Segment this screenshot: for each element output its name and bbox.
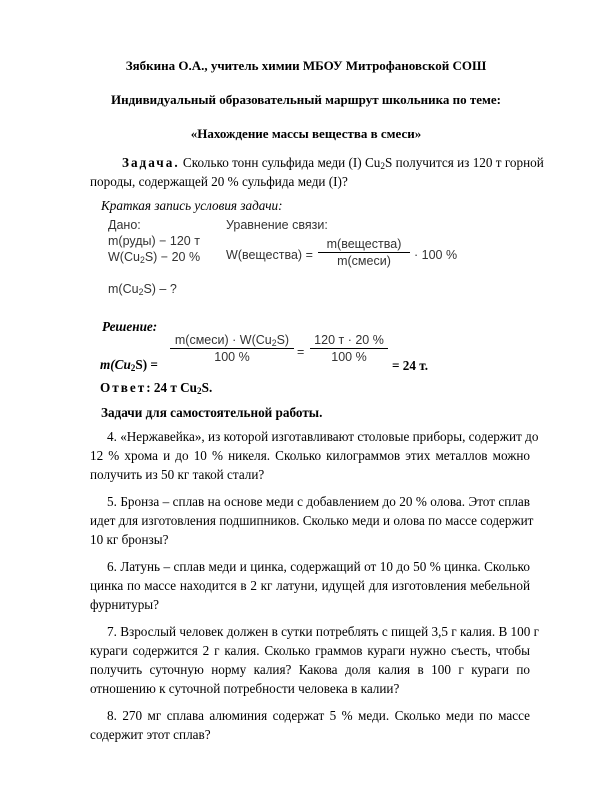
subscript: 2 xyxy=(380,161,386,171)
fraction-bar xyxy=(318,252,410,253)
solution-text: S) = xyxy=(135,357,158,372)
solution-denominator-1: 100 % xyxy=(214,350,250,364)
subscript: 2 xyxy=(197,386,202,396)
solution-fraction-2 xyxy=(310,333,388,364)
solution-equals: = xyxy=(297,345,305,359)
problem-6-line-3: фурнитуры? xyxy=(90,597,160,612)
equation-title: Уравнение связи: xyxy=(226,218,328,232)
problem-7-line-1: 7. Взрослый человек должен в сутки потреблять с пищей 3,5 г калия. В 100 г xyxy=(107,624,540,639)
solution-result: = 24 т. xyxy=(392,358,429,373)
equation-numerator: m(вещества) xyxy=(326,237,402,251)
subscript: 2 xyxy=(139,255,145,265)
problem-7-line-4: отношению к суточной потребности человека в калии? xyxy=(90,681,400,696)
given-text: m(Cu xyxy=(108,282,139,296)
given-text: W(Cu xyxy=(108,250,140,264)
given-text: S) – ? xyxy=(143,282,177,296)
problem-6-line-1: 6. Латунь – сплав меди и цинка, содержащий от 10 до 50 % цинка. Сколько xyxy=(107,559,530,574)
given-text: S) − 20 % xyxy=(144,250,201,264)
author-line: Зябкина О.А., учитель химии МБОУ Митрофановской СОШ xyxy=(125,58,487,73)
equation-denominator: m(смеси) xyxy=(337,254,391,268)
solution-numerator-1 xyxy=(170,333,294,347)
solution-denominator-2: 100 % xyxy=(331,350,367,364)
equation-lhs: W(вещества) = xyxy=(226,248,313,262)
fraction-text: m(смеси) · W(Cu xyxy=(174,333,272,347)
subscript: 2 xyxy=(130,363,136,373)
answer-label: Ответ xyxy=(100,380,147,395)
fraction-bar xyxy=(310,348,388,349)
task-text: S получится из 120 т горной xyxy=(385,155,544,170)
fraction-text: S) xyxy=(276,333,290,347)
self-work-title: Задачи для самостоятельной работы. xyxy=(101,405,323,420)
subscript: 2 xyxy=(271,338,277,348)
fraction-bar xyxy=(170,348,294,349)
problem-5-line-2: идет для изготовления подшипников. Сколько меди и олова по массе содержит xyxy=(90,513,534,528)
problem-5-line-3: 10 кг бронзы? xyxy=(90,532,169,547)
solution-numerator-2: 120 т · 20 % xyxy=(314,333,384,347)
problem-7-line-2: кураги содержится 2 г калия. Сколько граммов кураги нужно съесть, чтобы xyxy=(90,643,530,658)
problem-4-line-2: 12 % хрома и до 10 % никеля. Сколько килограммов этих металлов можно xyxy=(90,448,530,463)
answer-line xyxy=(100,378,212,398)
given-fraction xyxy=(108,250,200,264)
solution-text: m(Cu xyxy=(100,357,131,372)
given-find xyxy=(108,282,177,296)
route-line: Индивидуальный образовательный маршрут школьника по теме: xyxy=(110,92,502,107)
topic-title: «Нахождение массы вещества в смеси» xyxy=(190,126,422,141)
task-line-2: породы, содержащей 20 % сульфида меди (I)? xyxy=(90,174,348,189)
problem-6-line-2: цинка по массе находится в 2 кг латуни, идущей для изготовления мебельной xyxy=(90,578,530,593)
given-title: Дано: xyxy=(108,218,141,232)
short-record-label: Краткая запись условия задачи: xyxy=(101,198,283,213)
task-label: Задача. xyxy=(122,155,180,170)
problem-7-line-3: получить суточную норму калия? Какова доля калия в 100 г кураги по xyxy=(90,662,530,677)
equation-tail: · 100 % xyxy=(414,248,458,262)
problem-8-line-1: 8. 270 мг сплава алюминия содержат 5 % меди. Сколько меди по массе xyxy=(107,708,530,723)
given-mass-ore: m(руды) − 120 т xyxy=(108,234,200,248)
problem-4-line-1: 4. «Нержавейка», из которой изготавливают столовые приборы, содержит до xyxy=(107,429,539,444)
subscript: 2 xyxy=(138,287,144,297)
task-line-1 xyxy=(122,153,542,173)
task-text: Сколько тонн сульфида меди (I) Cu xyxy=(179,155,381,170)
problem-8-line-2: содержит этот сплав? xyxy=(90,727,211,742)
solution-lhs xyxy=(100,355,158,375)
problem-4-line-3: получить из 50 кг такой стали? xyxy=(90,467,265,482)
problem-5-line-1: 5. Бронза – сплав на основе меди с добавлением до 20 % олова. Этот сплав xyxy=(107,494,530,509)
equation-fraction xyxy=(318,237,410,268)
answer-text: S. xyxy=(201,380,213,395)
solution-label: Решение: xyxy=(102,319,158,334)
answer-text: : 24 т Cu xyxy=(146,380,198,395)
solution-fraction-1 xyxy=(170,333,294,364)
